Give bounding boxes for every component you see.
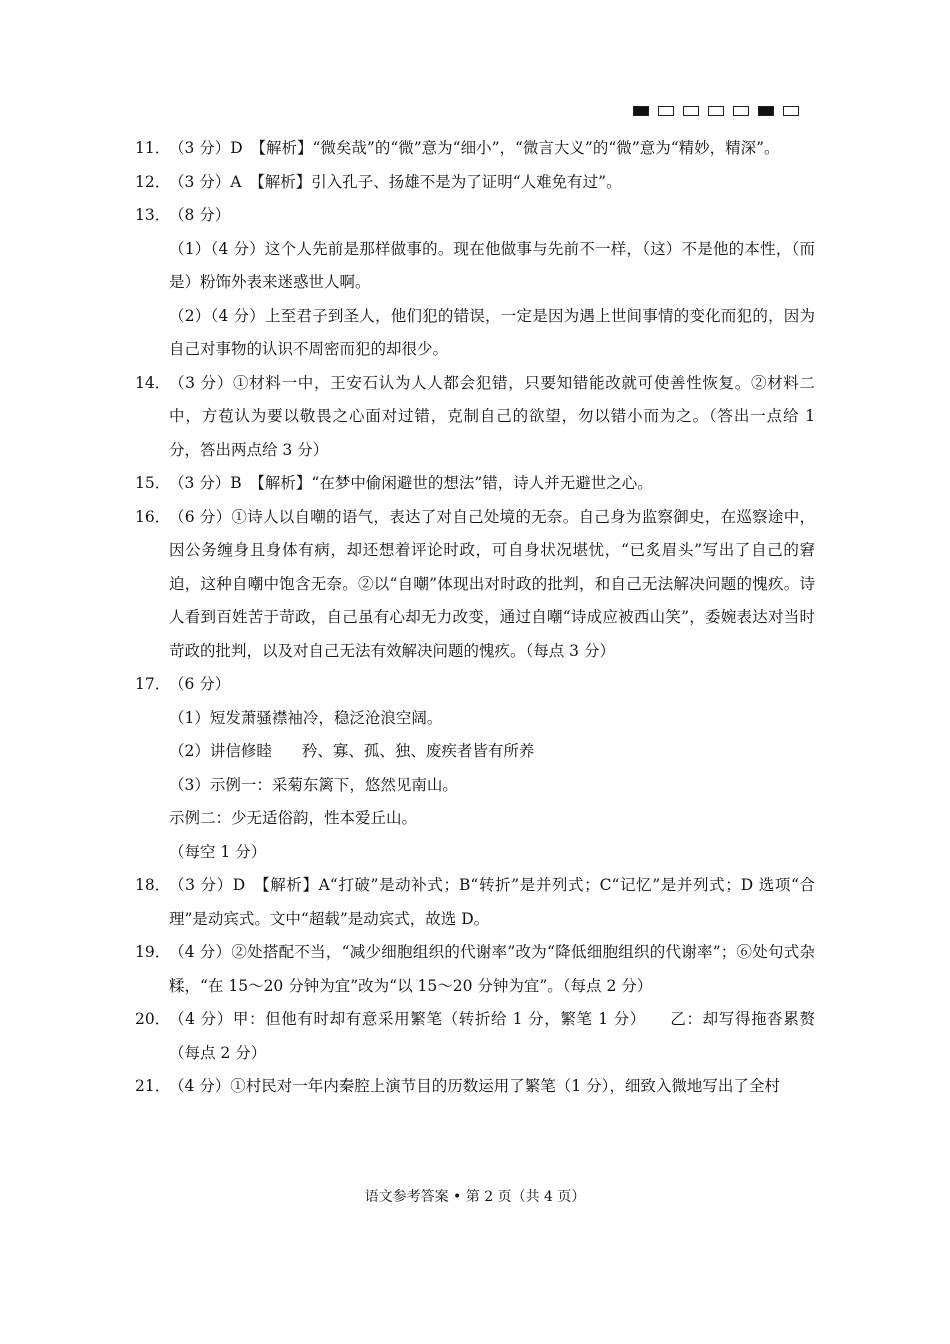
answer-17-part-1: （1）短发萧骚襟袖冷，稳泛沧浪空阔。 (169, 708, 443, 727)
answer-17-part-2 (135, 735, 815, 769)
mark-7 (783, 106, 799, 116)
page-position-marks (633, 106, 799, 116)
answer-number: 18． (135, 876, 171, 894)
answer-number: 15． (135, 474, 171, 492)
answer-number: 14． (135, 373, 171, 392)
mark-5 (733, 106, 749, 116)
mark-3 (683, 106, 699, 116)
answer-18 (135, 869, 815, 936)
answer-text: （3 分）D 【解析】A“打破”是动补式；B“转折”是并列式；C“记忆”是并列式；D 选项“合理”是动宾式。文中“超载”是动宾式，故选 D。 (169, 876, 815, 928)
answer-number: 13． (135, 206, 171, 224)
answer-14 (135, 367, 815, 468)
answer-text: （6 分） (169, 675, 231, 693)
answer-12 (135, 166, 815, 200)
answer-21 (135, 1070, 815, 1104)
answer-text: （3 分）A 【解析】引入孔子、扬雄不是为了证明“人难免有过”。 (169, 172, 622, 191)
answer-15 (135, 467, 815, 501)
answer-17-example-2: 示例二：少无适俗韵，性本爱丘山。 (169, 809, 418, 827)
answer-text: （3 分）①材料一中，王安石认为人人都会犯错，只要知错能改就可使善性恢复。②材料二中，方苞认为要以敬畏之心面对过错，克制自己的欲望，勿以错小而为之。（答出一点给 1 分，答出两点给 3 分） (169, 373, 815, 459)
answer-17-scoring: （每空 1 分） (169, 842, 267, 861)
answer-17-part-3: （3）示例一：采菊东篱下，悠然见南山。 (169, 775, 458, 794)
answer-text: （8 分） (169, 206, 231, 224)
answer-17-part-2a: （2）讲信修睦 (169, 742, 272, 760)
answer-number: 12． (135, 172, 171, 191)
answer-11 (135, 132, 815, 166)
answer-text: （4 分）②处搭配不当，“减少细胞组织的代谢率”改为“降低细胞组织的代谢率”；⑥处句式杂糅，“在 15～20 分钟为宜”改为“以 15～20 分钟为宜”。（每点 2 分） (169, 943, 815, 995)
answer-content (135, 132, 815, 1104)
answer-13 (135, 199, 815, 233)
answer-16 (135, 501, 815, 669)
answer-13-part-2: （2）（4 分）上至君子到圣人，他们犯的错误，一定是因为遇上世间事情的变化而犯的，因为自己对事物的认识不周密而犯的却很少。 (169, 306, 815, 358)
answer-17-part-2b: 矜、寡、孤、独、废疾者皆有所养 (301, 742, 535, 760)
answer-20 (135, 1003, 815, 1070)
answer-text: （3 分）D 【解析】“微矣哉”的“微”意为“细小”，“微言大义”的“微”意为“精妙，精深”。 (169, 139, 780, 157)
mark-4 (708, 106, 724, 116)
answer-number: 19． (135, 943, 171, 961)
answer-number: 20． (135, 1010, 171, 1028)
page-footer: 语文参考答案 • 第 2 页（共 4 页） (364, 1189, 586, 1205)
answer-text: （4 分）①村民对一年内秦腔上演节目的历数运用了繁笔（1 分），细致入微地写出了全村 (169, 1077, 780, 1095)
answer-number: 11． (135, 139, 171, 157)
mark-6 (758, 106, 774, 116)
answer-number: 17． (135, 675, 171, 693)
answer-text: （3 分）B 【解析】“在梦中偷闲避世的想法”错，诗人并无避世之心。 (169, 474, 653, 492)
answer-number: 16． (135, 507, 171, 526)
mark-2 (658, 106, 674, 116)
answer-text: （4 分）甲：但他有时却有意采用繁笔（转折给 1 分，繁笔 1 分） 乙：却写得拖沓累赘（每点 2 分） (169, 1010, 815, 1062)
mark-1 (633, 106, 649, 116)
answer-text: （6 分）①诗人以自嘲的语气，表达了对自己处境的无奈。自己身为监察御史，在巡察途中，因公务缠身且身体有病，却还想着评论时政，可自身状况堪忧，“已炙眉头”写出了自己的窘迫，这种自嘲中饱含无奈。②以“自嘲”体现出对时政的批判，和自己无法解决问题的愧疚。诗人看到百姓苦于苛政，自己虽有心却无力改变，通过自嘲“诗成应被西山笑”，委婉表达对当时苛政的批判，以及对自己无法有效解决问题的愧疚。（每点 3 分） (169, 507, 815, 660)
answer-17 (135, 668, 815, 702)
answer-13-part-1: （1）（4 分）这个人先前是那样做事的。现在他做事与先前不一样，（这）不是他的本性，（而是）粉饰外表来迷惑世人啊。 (169, 239, 815, 291)
answer-number: 21． (135, 1077, 171, 1095)
answer-19 (135, 936, 815, 1003)
